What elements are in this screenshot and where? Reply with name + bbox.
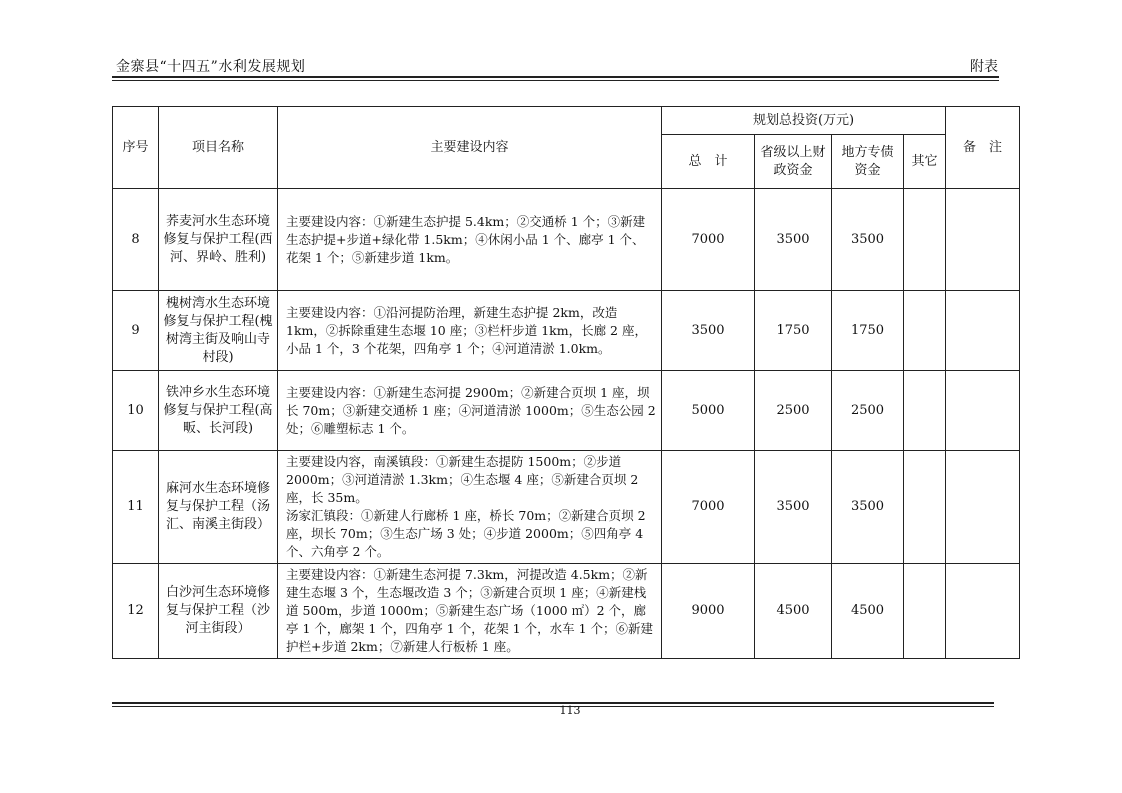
cell-remark: [946, 451, 1020, 564]
header-seq: 序号: [113, 107, 159, 189]
cell-content: 主要建设内容：①沿河提防治理，新建生态护提 2km，改造 1km，②拆除重建生态堰 10 座；③栏杆步道 1km，长廊 2 座，小品 1 个，3 个花架，四角亭 1 个；④河道清淤 1.0km。: [278, 291, 662, 371]
cell-seq: 10: [113, 371, 159, 451]
header-rule: [112, 76, 999, 78]
cell-seq: 9: [113, 291, 159, 371]
cell-seq: 11: [113, 451, 159, 564]
cell-other: [904, 564, 946, 659]
cell-content: [278, 451, 662, 564]
header-remark: 备 注: [946, 107, 1020, 189]
header-local: 地方专债资金: [832, 135, 904, 189]
cell-total: 7000: [662, 451, 755, 564]
table-row: [113, 291, 1020, 371]
header-provincial: 省级以上财政资金: [755, 135, 832, 189]
cell-total: 9000: [662, 564, 755, 659]
cell-provincial: 2500: [755, 371, 832, 451]
cell-other: [904, 451, 946, 564]
header-rule-thin: [112, 80, 999, 81]
header-name: 项目名称: [159, 107, 278, 189]
table-row: [113, 451, 1020, 564]
cell-remark: [946, 189, 1020, 291]
document-title: 金寨县“十四五”水利发展规划: [116, 59, 306, 75]
content-part-nanxi: 主要建设内容，南溪镇段：①新建生态提防 1500m；②步道 2000m；③河道清淤 1.3km；④生态堰 4 座；⑤新建合页坝 2 座，长 35m。: [286, 454, 639, 505]
page-number: 113: [559, 704, 581, 717]
cell-name: 白沙河生态环境修复与保护工程（沙河主街段）: [159, 564, 278, 659]
cell-total: 5000: [662, 371, 755, 451]
cell-content: 主要建设内容：①新建生态河提 2900m；②新建合页坝 1 座，坝长 70m；③新建交通桥 1 座；④河道清淤 1000m；⑤生态公园 2 处；⑥雕塑标志 1 个。: [278, 371, 662, 451]
cell-remark: [946, 371, 1020, 451]
section-label: 附表: [970, 59, 998, 75]
cell-local: 3500: [832, 189, 904, 291]
header-total: 总 计: [662, 135, 755, 189]
cell-name: 荞麦河水生态环境修复与保护工程(西河、界岭、胜利): [159, 189, 278, 291]
cell-other: [904, 371, 946, 451]
cell-provincial: 3500: [755, 189, 832, 291]
cell-content: 主要建设内容：①新建生态护提 5.4km；②交通桥 1 个；③新建生态护提+步道+绿化带 1.5km；④休闲小品 1 个、廊亭 1 个、花架 1 个；⑤新建步道 1km。: [278, 189, 662, 291]
cell-remark: [946, 564, 1020, 659]
cell-total: 3500: [662, 291, 755, 371]
cell-local: 2500: [832, 371, 904, 451]
table-row: [113, 371, 1020, 451]
cell-seq: 12: [113, 564, 159, 659]
content-part-tangjiahui: 汤家汇镇段：①新建人行廊桥 1 座，桥长 70m；②新建合页坝 2 座，坝长 70m；③生态广场 3 处；④步道 2000m；⑤四角亭 4 个、六角亭 2 个。: [286, 508, 646, 559]
header-investment: 规划总投资(万元): [662, 107, 946, 135]
cell-local: 4500: [832, 564, 904, 659]
header-content: 主要建设内容: [278, 107, 662, 189]
cell-name: 铁冲乡水生态环境修复与保护工程(高畈、长河段): [159, 371, 278, 451]
cell-name: 麻河水生态环境修复与保护工程（汤汇、南溪主街段）: [159, 451, 278, 564]
cell-provincial: 4500: [755, 564, 832, 659]
table-row: [113, 564, 1020, 659]
cell-local: 1750: [832, 291, 904, 371]
cell-other: [904, 291, 946, 371]
table-row: [113, 189, 1020, 291]
cell-content: 主要建设内容：①新建生态河提 7.3km，河提改造 4.5km；②新建生态堰 3 个，生态堰改造 3 个；③新建合页坝 1 座；④新建栈道 500m，步道 1000m；⑤新建生态广场（1000 ㎡）2 个，廊亭 1 个，廊架 1 个，四角亭 1 个，花架 1 个，水车 1 个；⑥新建护栏+步道 2km；⑦新建人行板桥 1 座。: [278, 564, 662, 659]
cell-name: 槐树湾水生态环境修复与保护工程(槐树湾主街及响山寺村段): [159, 291, 278, 371]
cell-provincial: 3500: [755, 451, 832, 564]
cell-local: 3500: [832, 451, 904, 564]
header-other: 其它: [904, 135, 946, 189]
cell-provincial: 1750: [755, 291, 832, 371]
cell-total: 7000: [662, 189, 755, 291]
cell-seq: 8: [113, 189, 159, 291]
project-table: [112, 106, 1020, 659]
cell-other: [904, 189, 946, 291]
cell-remark: [946, 291, 1020, 371]
